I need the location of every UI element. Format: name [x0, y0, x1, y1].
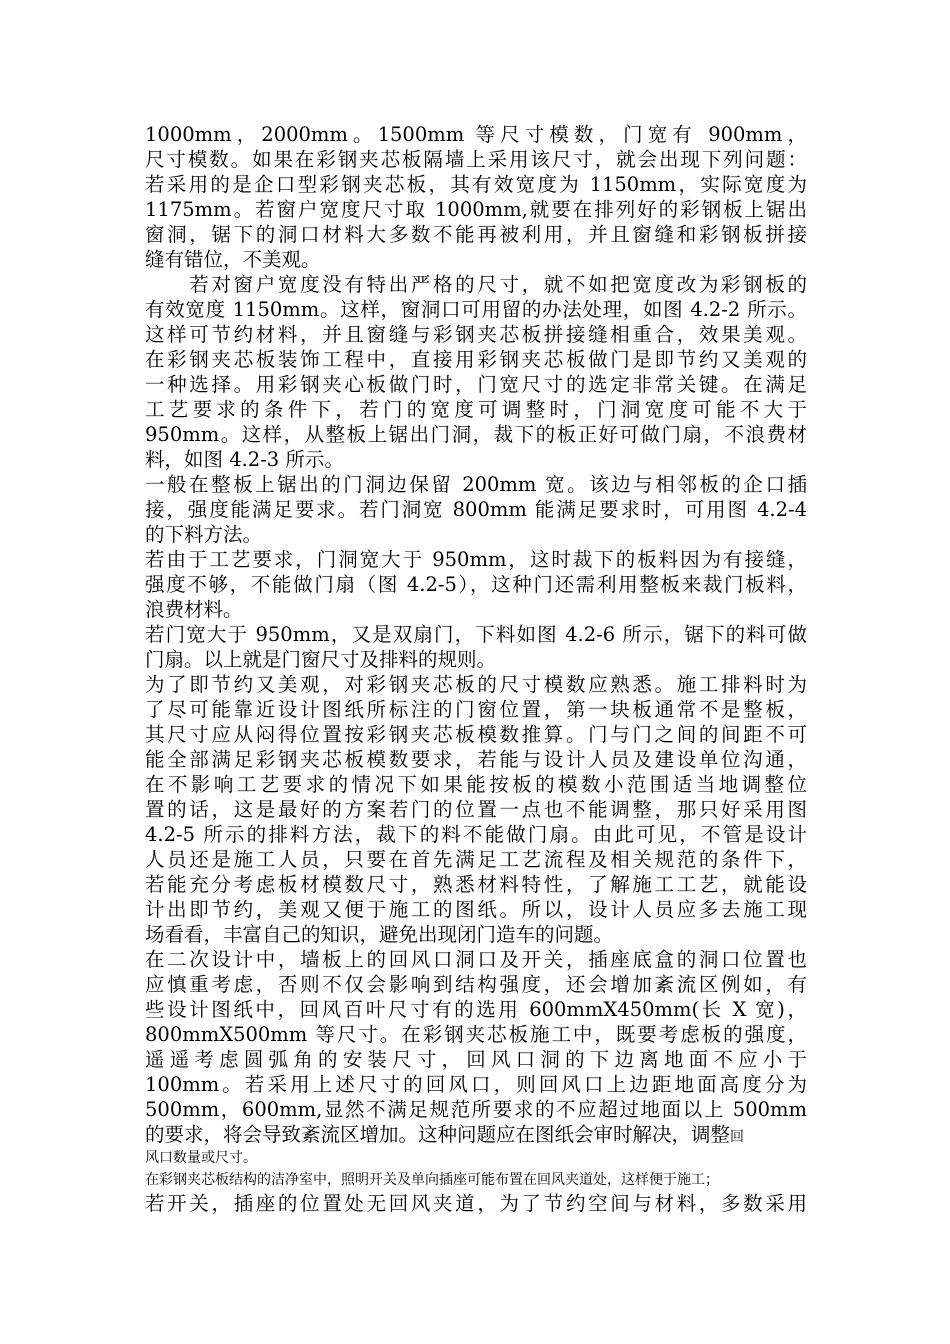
text-line: 些设计图纸中，回风百叶尺寸有的选用 600mmX450mm(长 X 宽)，: [145, 998, 807, 1021]
text-line: 100mm。若采用上述尺寸的回风口，则回风口上边距地面高度分为: [145, 1073, 807, 1096]
text-line: 1175mm。若窗户宽度尺寸取 1000mm,就要在排列好的彩钢板上锯出: [145, 198, 807, 221]
text-line: 800mmX500mm 等尺寸。在彩钢夹芯板施工中，既要考虑板的强度，: [145, 1023, 807, 1046]
text-line: 若开关，插座的位置处无回风夹道，为了节约空间与材料，多数采用: [145, 1192, 807, 1215]
text-line: 人员还是施工人员，只要在首先满足工艺流程及相关规范的条件下，: [145, 848, 807, 871]
text-line: 强度不够，不能做门扇（图 4.2-5），这种门还需利用整板来裁门板料，: [145, 573, 807, 596]
text-line: 一般在整板上锯出的门洞边保留 200mm 宽。该边与相邻板的企口插: [145, 473, 807, 496]
text-line: 浪费材料。: [145, 598, 243, 621]
text-line: 置的话，这是最好的方案若门的位置一点也不能调整，那只好采用图: [145, 798, 807, 821]
text-line: 了尽可能靠近设计图纸所标注的门窗位置，第一块板通常不是整板，: [145, 698, 807, 721]
text-line: 门扇。以上就是门窗尺寸及排料的规则。: [145, 648, 497, 671]
text-line: 4.2-5 所示的排料方法，裁下的料不能做门扇。由此可见，不管是设计: [145, 823, 807, 846]
text-line: 工艺要求的条件下，若门的宽度可调整时，门洞宽度可能不大于: [145, 398, 807, 421]
text-line: 这样可节约材料，并且窗缝与彩钢夹芯板拼接缝相重合，效果美观。: [145, 323, 807, 346]
text-line: 950mm。这样，从整板上锯出门洞，裁下的板正好可做门扇，不浪费材: [145, 423, 807, 446]
text-line: 一种选择。用彩钢夹心板做门时，门宽尺寸的选定非常关键。在满足: [145, 373, 807, 396]
text-line: 若能充分考虑板材模数尺寸，熟悉材料特性，了解施工工艺，就能设: [145, 873, 807, 896]
text-line: 接，强度能满足要求。若门洞宽 800mm 能满足要求时，可用图 4.2-4: [145, 498, 807, 521]
text-line: 在二次设计中，墙板上的回风口洞口及开关，插座底盒的洞口位置也: [145, 948, 807, 971]
text-line: 其尺寸应从闷得位置按彩钢夹芯板模数推算。门与门之间的间距不可: [145, 723, 807, 746]
text-line: 料，如图 4.2-3 所示。: [145, 448, 344, 471]
text-line: 的下料方法。: [145, 523, 263, 546]
text-line: 遥遥考虑圆弧角的安装尺寸，回风口洞的下边离地面不应小于: [145, 1048, 807, 1071]
text-line: 尺寸模数。如果在彩钢夹芯板隔墙上采用该尺寸，就会出现下列问题：: [145, 148, 807, 171]
text-line: 若采用的是企口型彩钢夹芯板，其有效宽度为 1150mm，实际宽度为: [145, 173, 807, 196]
text-line: 能全部满足彩钢夹芯板模数要求，若能与设计人员及建设单位沟通，: [145, 748, 807, 771]
text-line: 应慎重考虑，否则不仅会影响到结构强度，还会增加紊流区例如，有: [145, 973, 807, 996]
text-line: 在彩钢夹芯板结构的洁净室中，照明开关及单向插座可能布置在回风夹道处，这样便于施工；: [145, 1172, 719, 1188]
text-line: 在彩钢夹芯板装饰工程中，直接用彩钢夹芯板做门是即节约又美观的: [145, 348, 807, 371]
text-line: 有效宽度 1150mm。这样，窗洞口可用留的办法处理，如图 4.2-2 所示。: [145, 298, 807, 321]
text-line: 风口数量或尺寸。: [145, 1150, 257, 1166]
text-line: 窗洞，锯下的洞口材料大多数不能再被利用，并且窗缝和彩钢板拼接: [145, 223, 807, 246]
text-line: 计出即节约，美观又便于施工的图纸。所以，设计人员应多去施工现: [145, 898, 807, 921]
document-body: [145, 122, 807, 1216]
text-line: 若由于工艺要求，门洞宽大于 950mm，这时裁下的板料因为有接缝，: [145, 548, 807, 571]
text-line: 缝有错位，不美观。: [145, 248, 321, 271]
text-line: 场看看，丰富自己的知识，避免出现闭门造车的问题。: [145, 923, 614, 946]
text-line: [145, 1122, 807, 1147]
text-line-tail: 回: [730, 1129, 745, 1145]
text-line: 在不影响工艺要求的情况下如果能按板的模数小范围适当地调整位: [145, 773, 807, 796]
text-line: 500mm，600mm,显然不满足规范所要求的不应超过地面以上 500mm: [145, 1098, 807, 1121]
text-line: 1000mm，2000mm。1500mm 等尺寸模数，门宽有 900mm，: [145, 123, 807, 146]
text-line: 为了即节约又美观，对彩钢夹芯板的尺寸模数应熟悉。施工排料时为: [145, 673, 807, 696]
text-line: 若门宽大于 950mm，又是双扇门，下料如图 4.2-6 所示，锯下的料可做: [145, 623, 807, 646]
text-line-main: 的要求，将会导致紊流区增加。这种问题应在图纸会审时解决，调整: [145, 1123, 731, 1146]
text-line: 若对窗户宽度没有特出严格的尺寸，就不如把宽度改为彩钢板的: [145, 273, 807, 296]
